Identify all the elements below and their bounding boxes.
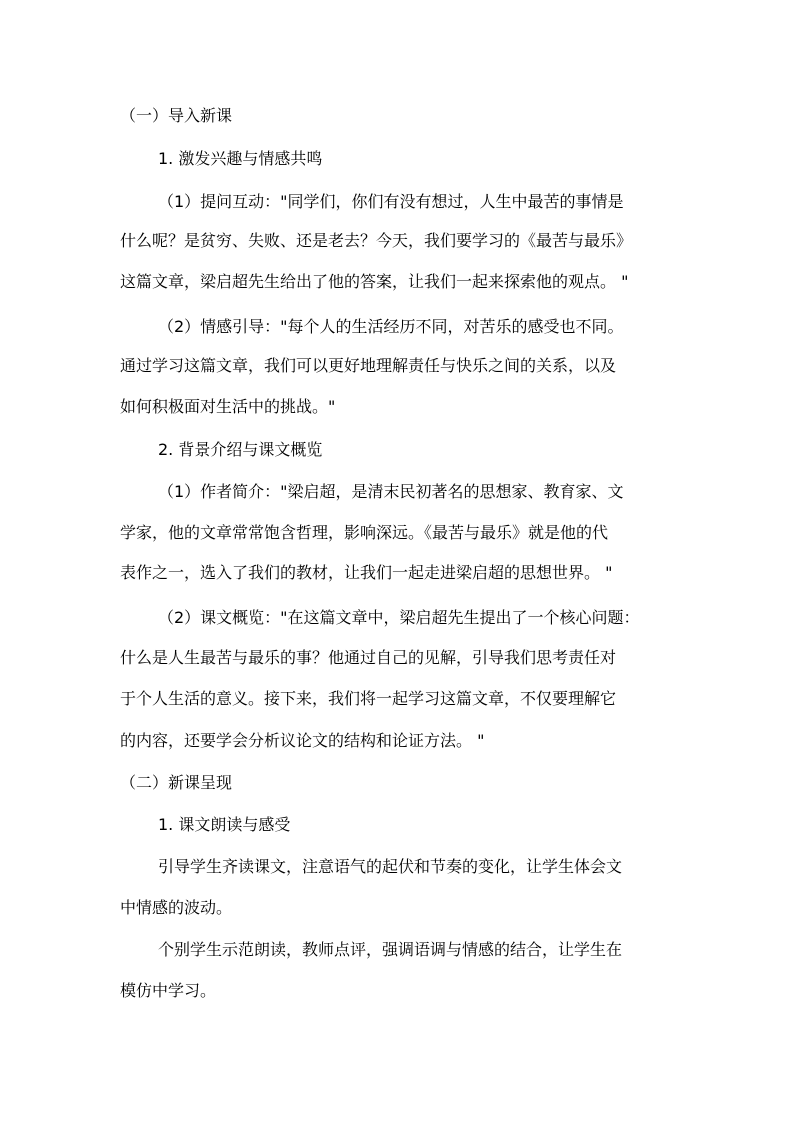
paragraph-line: （2）情感引导："每个人的生活经历不同，对苦乐的感受也不同。 — [158, 317, 624, 336]
paragraph-line: 什么是人生最苦与最乐的事？他通过自己的见解，引导我们思考责任对 — [120, 648, 617, 667]
subsection-heading-background: 2. 背景介绍与课文概览 — [158, 440, 323, 459]
subsection-heading-reading: 1. 课文朗读与感受 — [158, 815, 291, 834]
paragraph-line: （1）作者简介："梁启超，是清末民初著名的思想家、教育家、文 — [158, 482, 624, 501]
paragraph-line: 表作之一，选入了我们的教材，让我们一起走进梁启超的思想世界。 " — [120, 563, 613, 582]
paragraph-line: 引导学生齐读课文，注意语气的起伏和节奏的变化，让学生体会文 — [158, 857, 623, 876]
paragraph-line: 的内容，还要学会分析议论文的结构和论证方法。 " — [120, 731, 485, 750]
paragraph-line: 这篇文章，梁启超先生给出了他的答案，让我们一起来探索他的观点。 " — [120, 272, 629, 291]
paragraph-line: 通过学习这篇文章，我们可以更好地理解责任与快乐之间的关系，以及 — [120, 356, 617, 375]
paragraph-line: 个别学生示范朗读，教师点评，强调语调与情感的结合，让学生在 — [158, 940, 623, 959]
paragraph-line: 模仿中学习。 — [120, 981, 217, 1000]
paragraph-line: （2）课文概览："在这篇文章中，梁启超先生提出了一个核心问题： — [158, 608, 640, 627]
paragraph-line: 中情感的波动。 — [120, 898, 233, 917]
subsection-heading-interest: 1. 激发兴趣与情感共鸣 — [158, 149, 323, 168]
paragraph-line: 如何积极面对生活中的挑战。" — [120, 397, 336, 416]
section-heading-intro: （一）导入新课 — [120, 106, 233, 125]
section-heading-new-lesson: （二）新课呈现 — [120, 773, 233, 792]
paragraph-line: 什么呢？是贫穷、失败、还是老去？今天，我们要学习的《最苦与最乐》 — [120, 231, 633, 250]
paragraph-line: （1）提问互动："同学们，你们有没有想过，人生中最苦的事情是 — [158, 192, 624, 211]
paragraph-line: 学家，他的文章常常饱含哲理，影响深远。《最苦与最乐》就是他的代 — [120, 523, 609, 542]
paragraph-line: 于个人生活的意义。接下来，我们将一起学习这篇文章，不仅要理解它 — [120, 689, 617, 708]
